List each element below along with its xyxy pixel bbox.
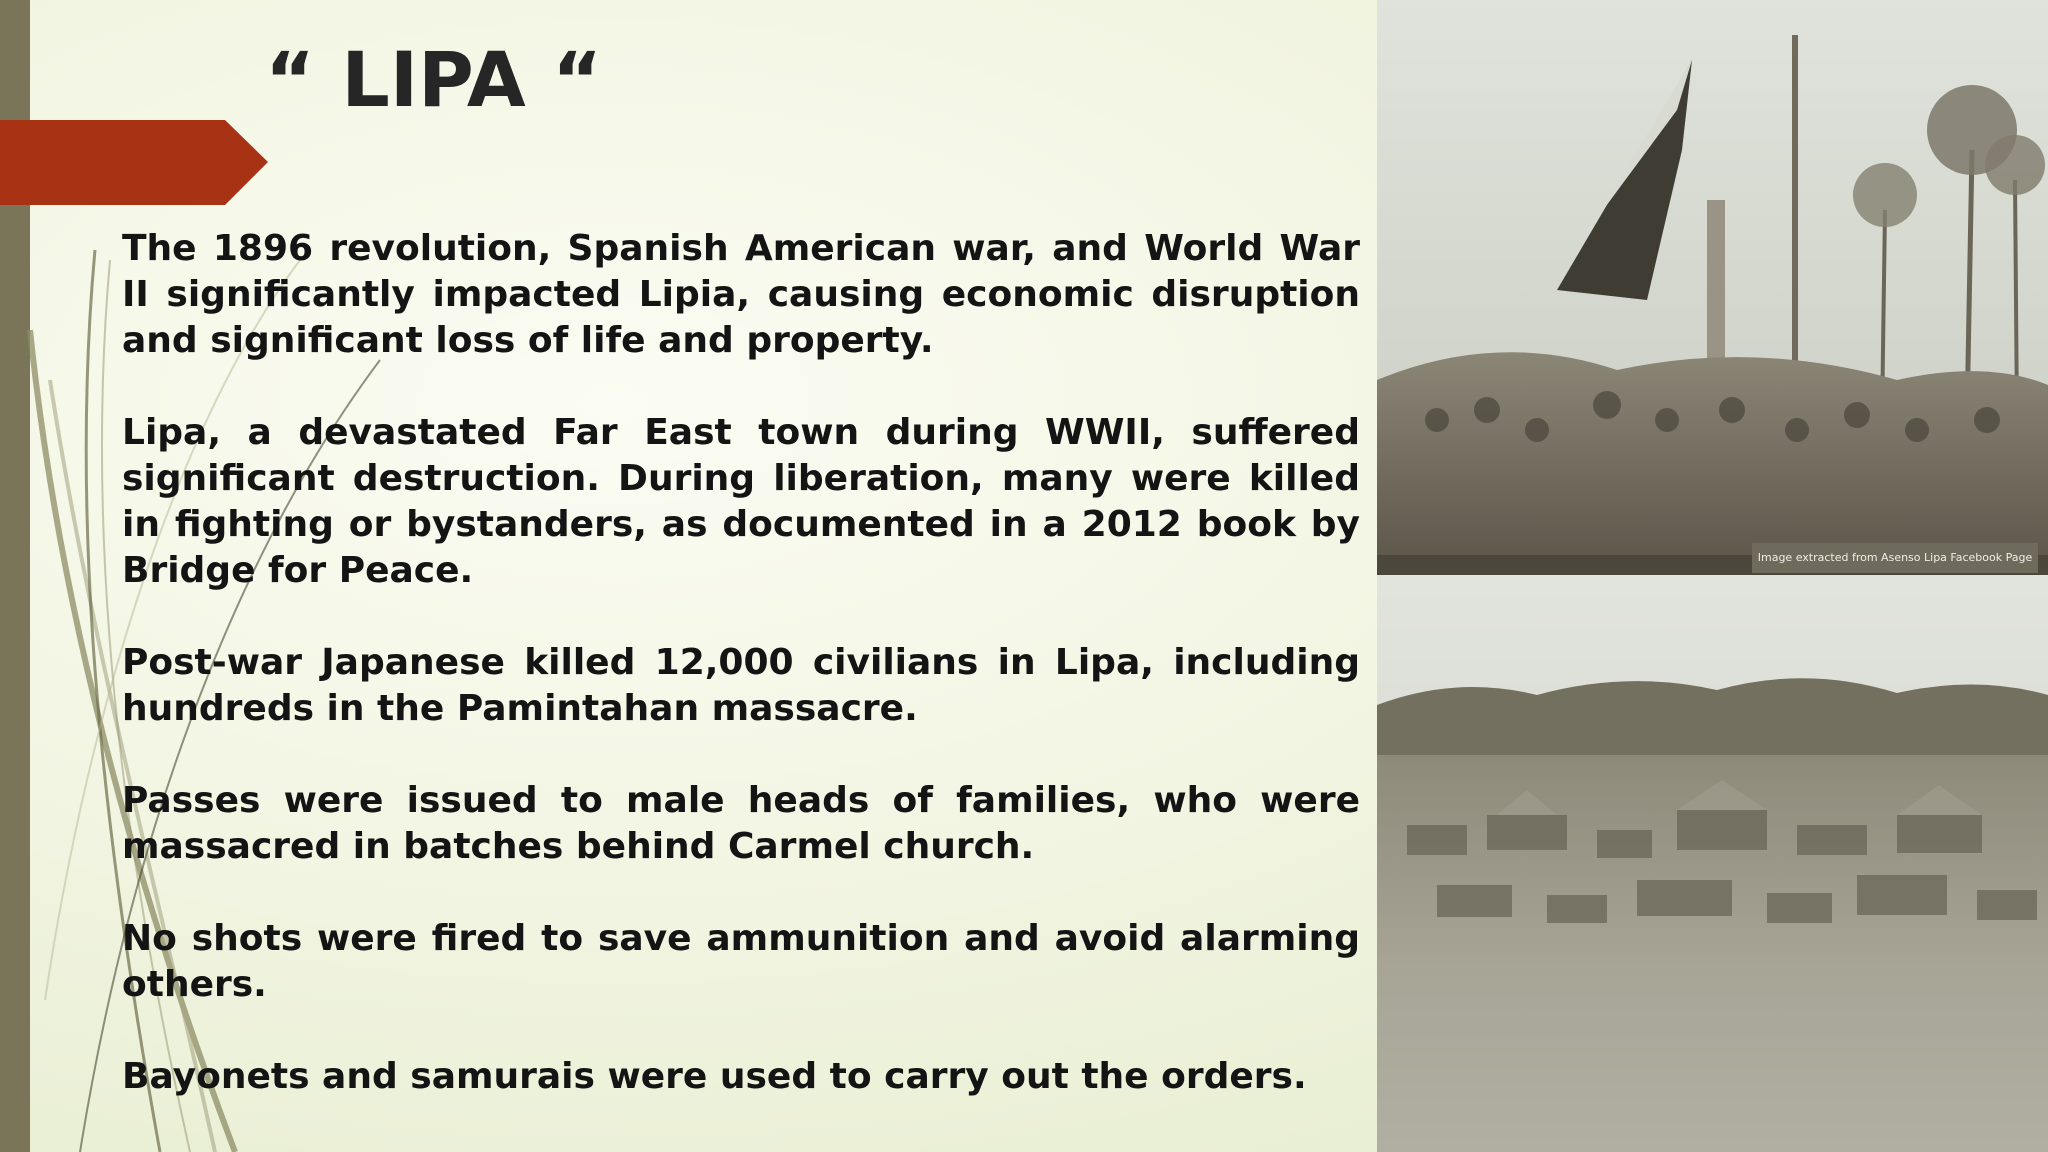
photo-column	[1377, 0, 2048, 1152]
slide-body	[122, 226, 1360, 1146]
paragraph-bayonets: Bayonets and samurais were used to carry out the orders.	[122, 1056, 1307, 1097]
aerial-town-photo	[1377, 575, 2048, 1152]
paragraph-revolution-impact: The 1896 revolution, Spanish American war, and World War II significantly impacted Lipia, causing economic disruption and significant loss of life and property.	[122, 228, 1360, 361]
paragraph-passes-issued: Passes were issued to male heads of families, who were massacred in batches behind Carmel church.	[122, 780, 1360, 867]
photo-source-caption: Image extracted from Asenso Lipa Facebook Page	[1752, 543, 2038, 573]
paragraph-wwii-destruction: Lipa, a devastated Far East town during WWII, suffered significant destruction. During liberation, many were killed in fighting or bystanders, as documented in a 2012 book by Bridge for Peace.	[122, 412, 1360, 591]
slide-title: “ LIPA “	[265, 35, 603, 124]
title-arrow-tag	[0, 120, 268, 205]
paragraph-civilians-killed: Post-war Japanese killed 12,000 civilians in Lipa, including hundreds in the Pamintahan massacre.	[122, 642, 1360, 729]
paragraph-no-shots: No shots were fired to save ammunition and avoid alarming others.	[122, 918, 1360, 1005]
flag-raising-photo	[1377, 0, 2048, 575]
